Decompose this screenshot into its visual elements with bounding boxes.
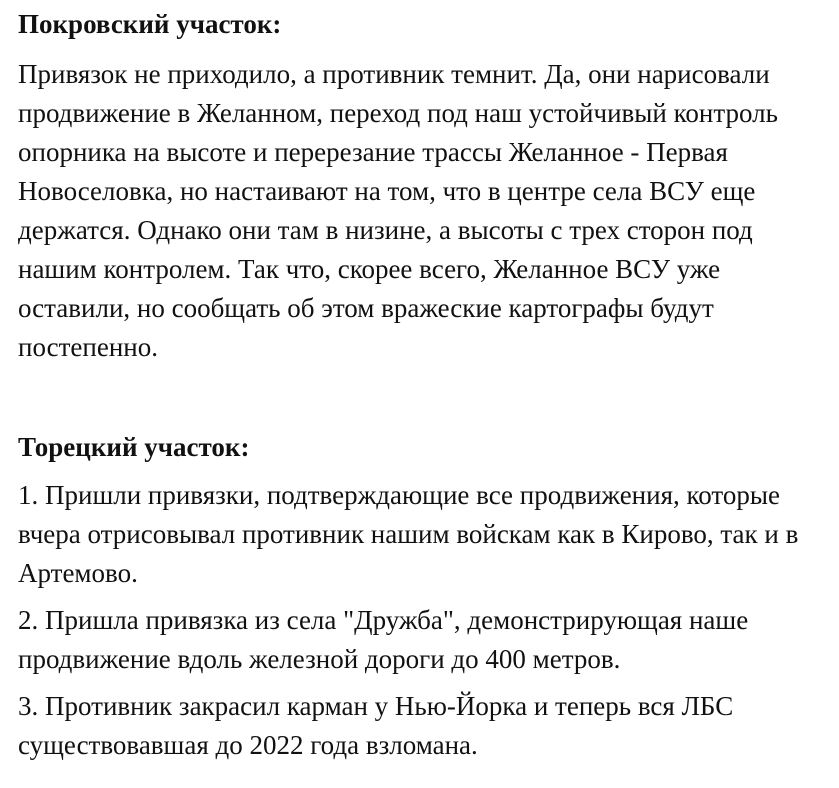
list-item-toretsk-1: 1. Пришли привязки, подтверждающие все продвижения, которые вчера отрисовывал противник нашим войскам как в Кирово, так и в Артемово. — [18, 480, 799, 588]
section-heading-toretsk: Торецкий участок: — [18, 432, 250, 462]
section-paragraph-pokrovsk: Привязок не приходило, а противник темнит. Да, они нарисовали продвижение в Желанном, переход под наш устойчивый контроль опорника на высоте и перерезание трассы Желанное - Первая Новоселовка, но настаивают на том, что в центре села ВСУ еще держатся. Однако они там в низине, а высоты с трех сторон под нашим контролем. Так что, скорее всего, Желанное ВСУ уже оставили, но сообщать об этом вражеские картографы будут постепенно. — [18, 59, 778, 362]
document-page — [0, 5, 839, 788]
list-item-toretsk-2: 2. Пришла привязка из села "Дружба", демонстрирующая наше продвижение вдоль железной дороги до 400 метров. — [18, 605, 749, 674]
list-item-toretsk-3: 3. Противник закрасил карман у Нью-Йорка и теперь вся ЛБС существовавшая до 2022 года взломана. — [18, 691, 734, 760]
section-heading-pokrovsk: Покровский участок: — [18, 9, 282, 39]
